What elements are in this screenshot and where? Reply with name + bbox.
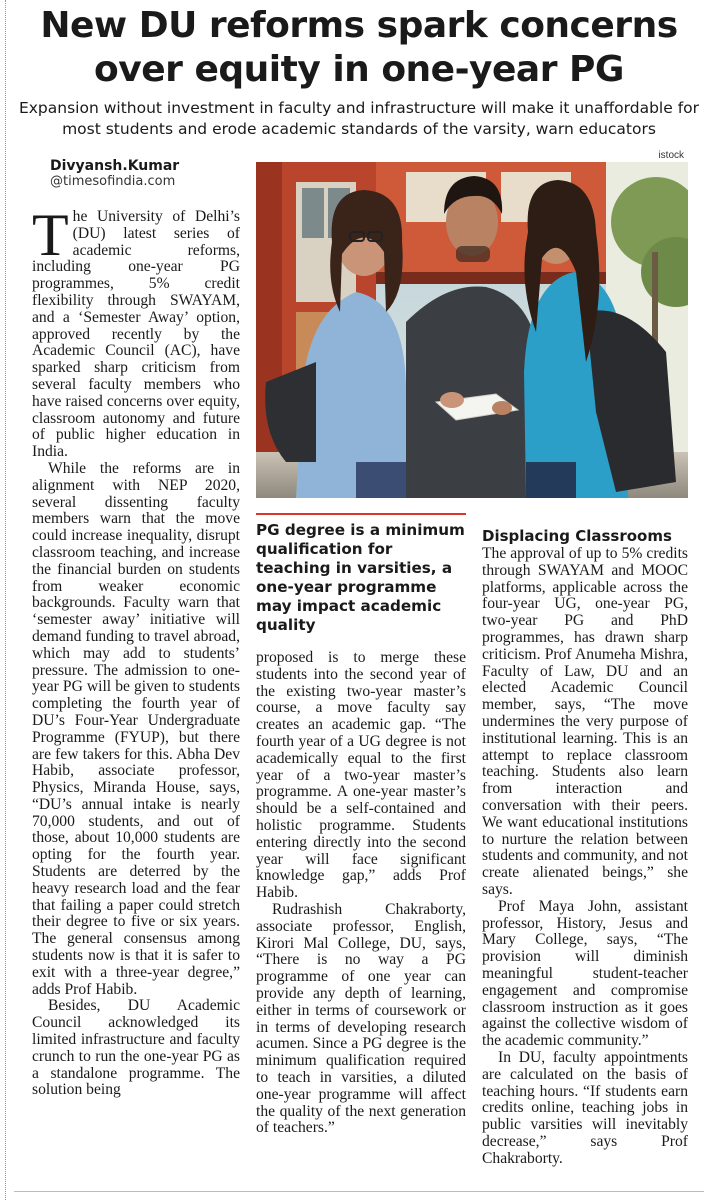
paragraph: Besides, DU Academic Council acknowledged its limited infrastructure and faculty crunch to run the one-year PG as a standalone programme. The solution being [32,997,240,1099]
paragraph: In DU, faculty appointments are calculated on the basis of teaching hours. “If students earn credits online, teaching jobs in public varsities will inevitably decrease,” says Prof Chakraborty. [482,1048,688,1167]
headline: New DU reforms spark concerns over equity in one-year PG [40,5,678,90]
article-photo [256,162,688,498]
paragraph-text: he University of Delhi’s (DU) latest series of academic reforms, including one-year PG programmes, 5% credit flexibility through SWAYAM, and a ‘Semester Away’ option, approved recently by the Academic Council (AC), have sparked sharp criticism from several faculty members who have raised concerns over equity, classroom autonomy and future of public higher education in India. [32,208,240,461]
byline-outlet: @timesofindia.com [50,174,176,189]
paragraph: While the reforms are in alignment with NEP 2020, several dissenting faculty members warn that the move could increase inequality, disrupt classroom teaching, and increase the financial burden on students from weaker economic backgrounds. Faculty warn that ‘semester away’ initiative will demand funding to travel abroad, which may add to students’ pressure. The admission to one-year PG will be given to students completing the fourth year of DU’s Four-Year Undergraduate Programme (FYUP), but there are few takers for this. Abha Dev Habib, associate professor, Physics, Miranda House, says, “DU’s annual intake is nearly 70,000 students, and out of those, about 10,000 students are opting for the fourth year. Students are deterred by the heavy research load and the fear that failing a paper could stretch their degree to five or six years. The general consensus among students now is that it is safer to exit with a three-year degree,” adds Prof Habib. [32,459,240,998]
paragraph: proposed is to merge these students into the second year of the existing two-year master’s course, a move faculty say creates an academic gap. “The fourth year of a UG degree is not academically equal to the first year of a two-year master’s programme. A one-year master’s should be a self-contained and holistic programme. Students entering directly into the second year will face significant knowledge gap,” adds Prof Habib. [256,649,466,902]
article-column-1 [32,202,240,1099]
standfirst: Expansion without investment in faculty and infrastructure will make it unaffordable for most students and erode academic standards of the varsity, warn educators [18,99,700,138]
photo-credit: istock [658,150,684,161]
pull-quote: PG degree is a minimum qualification for teaching in varsities, a one-year programme may impact academic quality [256,513,466,635]
byline [50,158,250,190]
subhead: Displacing Classrooms [482,527,672,545]
bottom-rule [14,1191,704,1192]
paragraph: Rudrashish Chakraborty, associate professor, English, Kirori Mal College, DU, says, “There is no way a PG programme of one year can provide any depth of learning, either in terms of coursework or in terms of developing research acumen. Since a PG degree is the minimum qualification required to teach in varsities, a diluted one-year programme will affect the quality of the next generation of teachers.” [256,900,466,1137]
byline-name: Divyansh.Kumar [50,158,180,174]
students-photo-illustration [256,162,688,498]
article-column-2 [256,650,466,1137]
paragraph: Prof Maya John, assistant professor, History, Jesus and Mary College, says, “The provision will diminish meaningful student-teacher engagement and compromise classroom instruction as it goes against the collective wisdom of the academic community.” [482,897,688,1050]
paragraph [32,202,240,461]
paragraph: The approval of up to 5% credits through SWAYAM and MOOC platforms, applicable across the four-year UG, one-year PG, two-year PG and PhD programmes, has drawn sharp criticism. Prof Anumeha Mishra, Faculty of Law, DU and an elected Academic Council member, says, “The move undermines the very purpose of institutional learning. This is an attempt to replace classroom teaching. Students also learn from interaction and conversation with their peers. We want educational institutions to nurture the relation between students and community, and not create alienated beings,” she says. [482,545,688,898]
article-column-3 [482,527,688,1167]
drop-cap: T [32,202,69,268]
column-divider-dotted [5,0,6,1200]
